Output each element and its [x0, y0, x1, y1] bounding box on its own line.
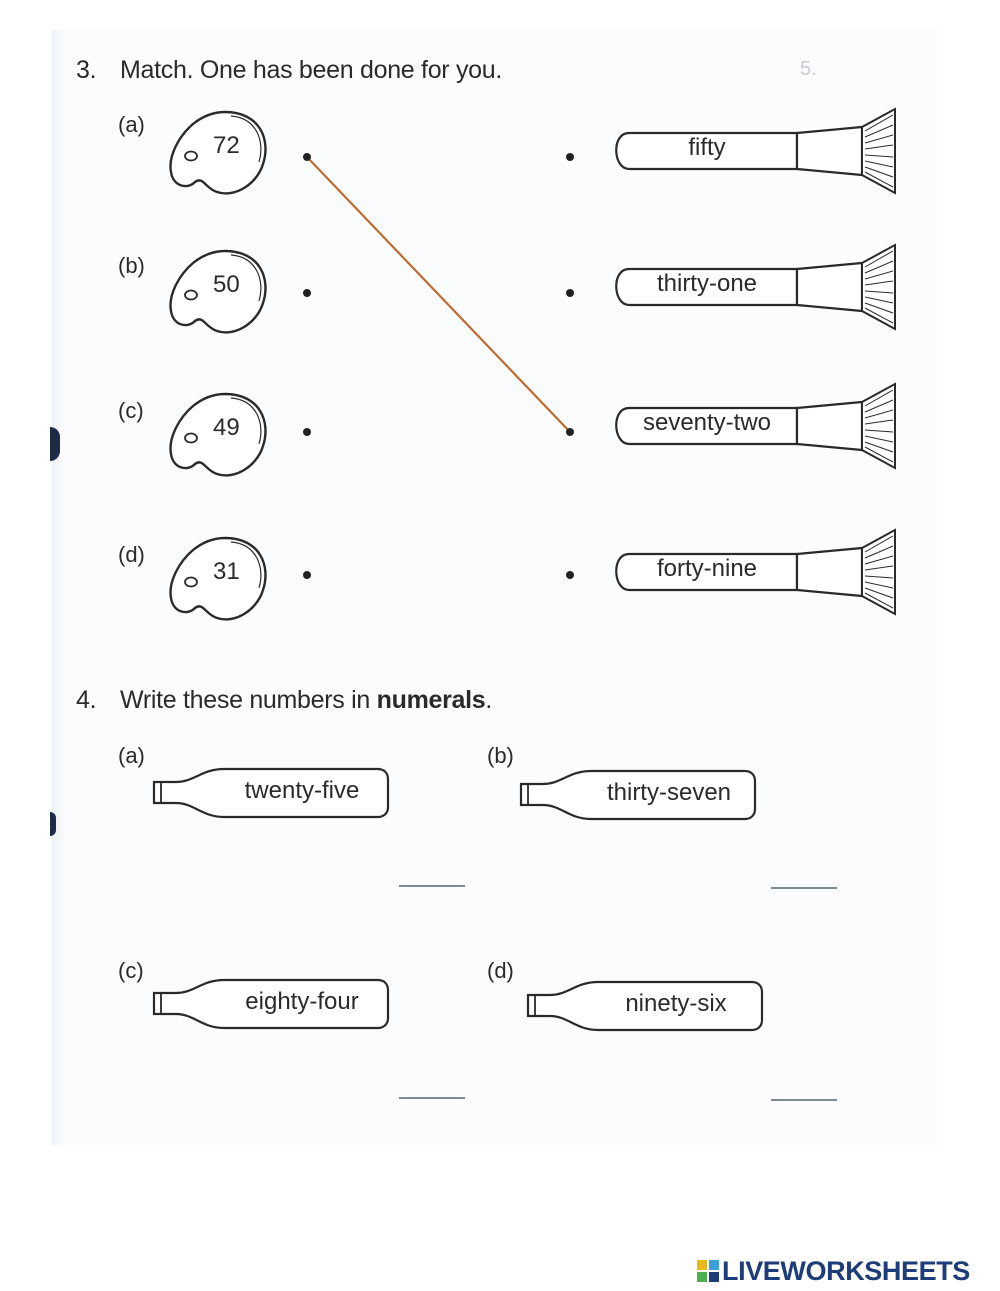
match-dot-right-a[interactable] — [566, 153, 574, 161]
item-d-label: (d) — [487, 958, 514, 983]
binder-hole-mark — [50, 427, 60, 461]
instruction-prefix: Write these numbers in — [120, 686, 377, 714]
liveworksheets-logo[interactable] — [697, 1256, 970, 1286]
question-4-heading — [76, 686, 492, 715]
paintbrush-card — [607, 526, 902, 616]
bottle-word: ninety-six — [625, 990, 727, 1017]
match-dot-right-b[interactable] — [566, 289, 574, 297]
instruction-keyword: numerals — [376, 686, 486, 714]
match-dot-right-d[interactable] — [566, 571, 574, 579]
row-d-label: (d) — [118, 542, 145, 567]
question-3-heading — [76, 56, 502, 85]
match-dot-right-c[interactable] — [566, 428, 574, 436]
item-a-label: (a) — [118, 743, 145, 768]
paintbrush-card — [607, 241, 902, 331]
bottle-card — [150, 765, 390, 821]
answer-blank-b[interactable] — [771, 887, 837, 889]
binder-hole-mark — [50, 812, 56, 836]
paintbrush-word: seventy-two — [642, 409, 772, 436]
question-number: 4. — [76, 686, 97, 714]
liveworksheets-logo-icon — [697, 1260, 719, 1282]
match-dot-left-a[interactable] — [303, 153, 311, 161]
item-b-label: (b) — [487, 743, 514, 768]
palette-card — [165, 106, 275, 206]
bottle-card — [524, 978, 764, 1034]
palette-number: 50 — [213, 271, 240, 298]
bottle-word: thirty-seven — [606, 779, 732, 806]
match-dot-left-b[interactable] — [303, 289, 311, 297]
match-dot-left-c[interactable] — [303, 428, 311, 436]
logo-wordmark: LIVEWORKSHEETS — [722, 1255, 970, 1286]
match-dot-left-d[interactable] — [303, 571, 311, 579]
answer-blank-c[interactable] — [399, 1097, 465, 1099]
bottle-card — [517, 767, 757, 823]
bottle-card — [150, 976, 390, 1032]
answer-blank-d[interactable] — [771, 1099, 837, 1101]
palette-number: 49 — [213, 414, 240, 441]
row-a-label: (a) — [118, 112, 145, 137]
paintbrush-card — [607, 105, 902, 195]
paintbrush-word: forty-nine — [656, 555, 758, 582]
row-c-label: (c) — [118, 398, 144, 423]
row-b-label: (b) — [118, 253, 145, 278]
question-instruction: Match. One has been done for you. — [120, 56, 503, 84]
bottle-word: twenty-five — [244, 777, 360, 804]
palette-number: 72 — [213, 132, 240, 159]
answer-blank-a[interactable] — [399, 885, 465, 887]
instruction-suffix: . — [485, 686, 493, 714]
paintbrush-word: fifty — [688, 134, 726, 161]
paintbrush-word: thirty-one — [656, 270, 758, 297]
palette-number: 31 — [213, 558, 240, 585]
bleed-through-text: 5. — [800, 58, 817, 80]
palette-card — [165, 245, 275, 345]
paintbrush-card — [607, 380, 902, 470]
palette-card — [165, 532, 275, 632]
palette-card — [165, 388, 275, 488]
bottle-word: eighty-four — [245, 988, 359, 1015]
item-c-label: (c) — [118, 958, 144, 983]
question-number: 3. — [76, 56, 97, 84]
